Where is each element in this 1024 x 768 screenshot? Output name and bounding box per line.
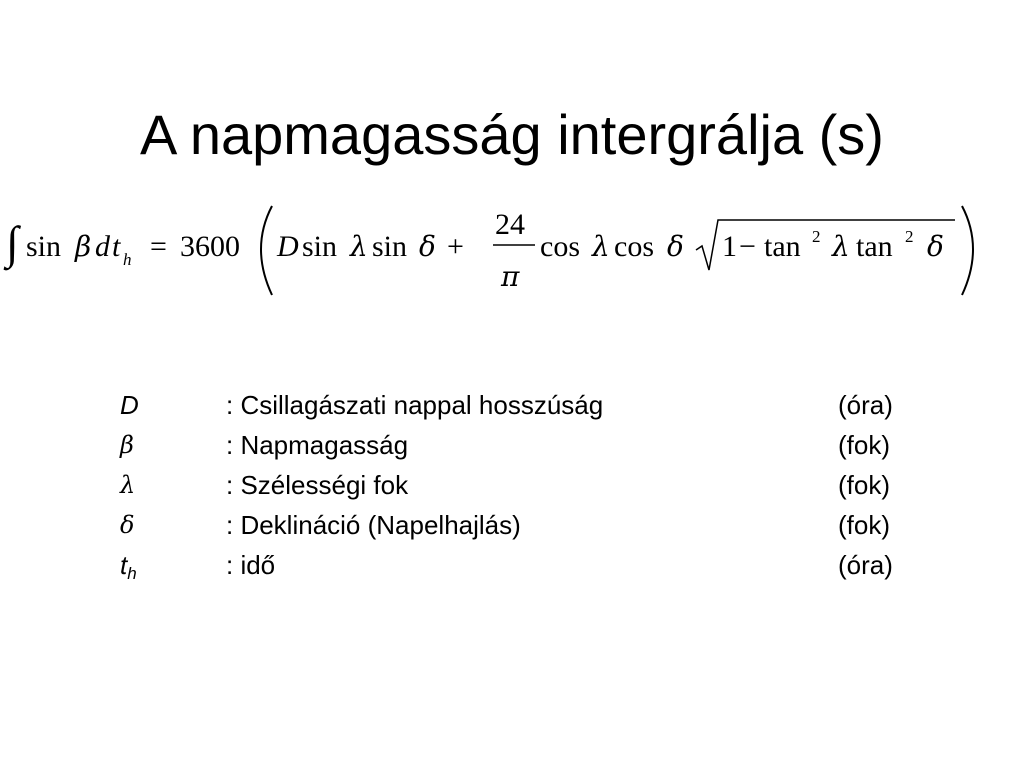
eq-equals: = [150, 230, 167, 263]
eq-d: d [95, 230, 110, 263]
right-paren [962, 206, 973, 295]
eq-cos-2: cos [614, 230, 654, 263]
legend-symbol [120, 545, 137, 594]
legend-symbol: β [120, 431, 134, 459]
left-paren [261, 206, 272, 295]
eq-lambda-1: λ [350, 230, 368, 263]
eq-t: t [112, 230, 121, 263]
legend-description: : Napmagasság [226, 430, 409, 460]
eq-one: 1 [722, 230, 737, 263]
legend-row-beta [120, 425, 920, 465]
legend-description: : Csillagászati nappal hosszúság [226, 390, 604, 420]
eq-lambda-2: λ [592, 230, 610, 263]
legend-symbol: δ [120, 511, 135, 539]
eq-coef: 3600 [180, 230, 240, 263]
legend-row-lambda [120, 465, 920, 505]
equation-canvas [0, 198, 1024, 303]
legend-symbol-base: t [120, 550, 128, 580]
eq-exp-1: 2 [812, 227, 821, 246]
variable-legend [120, 385, 920, 585]
slide-title: A napmagasság intergrálja (s) [140, 103, 884, 166]
legend-row-th [120, 545, 920, 585]
eq-exp-2: 2 [905, 227, 914, 246]
eq-delta-3: δ [927, 230, 944, 263]
eq-tan-1: tan [764, 230, 801, 263]
legend-unit: (fok) [838, 510, 890, 540]
legend-unit: (óra) [838, 550, 893, 580]
eq-delta-2: δ [667, 230, 684, 263]
legend-unit: (fok) [838, 430, 890, 460]
eq-delta-1: δ [419, 230, 436, 263]
eq-t-sub: h [123, 250, 132, 269]
eq-lambda-3: λ [832, 230, 850, 263]
eq-fraction-num: 24 [495, 208, 525, 241]
eq-cos-1: cos [540, 230, 580, 263]
legend-symbol: D [120, 390, 139, 420]
integral-equation [0, 198, 1024, 303]
legend-row-D [120, 385, 920, 425]
integral-sign: ∫ [6, 217, 19, 268]
eq-sin-3: sin [372, 230, 408, 263]
legend-description: : Szélességi fok [226, 470, 409, 500]
eq-D: D [277, 230, 299, 263]
legend-unit: (óra) [838, 390, 893, 420]
eq-sin-1: sin [26, 230, 62, 263]
legend-description: : Deklináció (Napelhajlás) [226, 510, 521, 540]
legend-description: : idő [226, 550, 276, 580]
eq-plus: + [447, 230, 464, 263]
eq-beta: β [75, 230, 92, 263]
legend-symbol: λ [120, 471, 136, 499]
legend-row-delta [120, 505, 920, 545]
legend-symbol-sub: h [127, 564, 137, 583]
legend-unit: (fok) [838, 470, 890, 500]
eq-minus: − [739, 230, 756, 263]
eq-tan-2: tan [856, 230, 893, 263]
eq-fraction-den: π [501, 260, 520, 293]
eq-sin-2: sin [302, 230, 338, 263]
